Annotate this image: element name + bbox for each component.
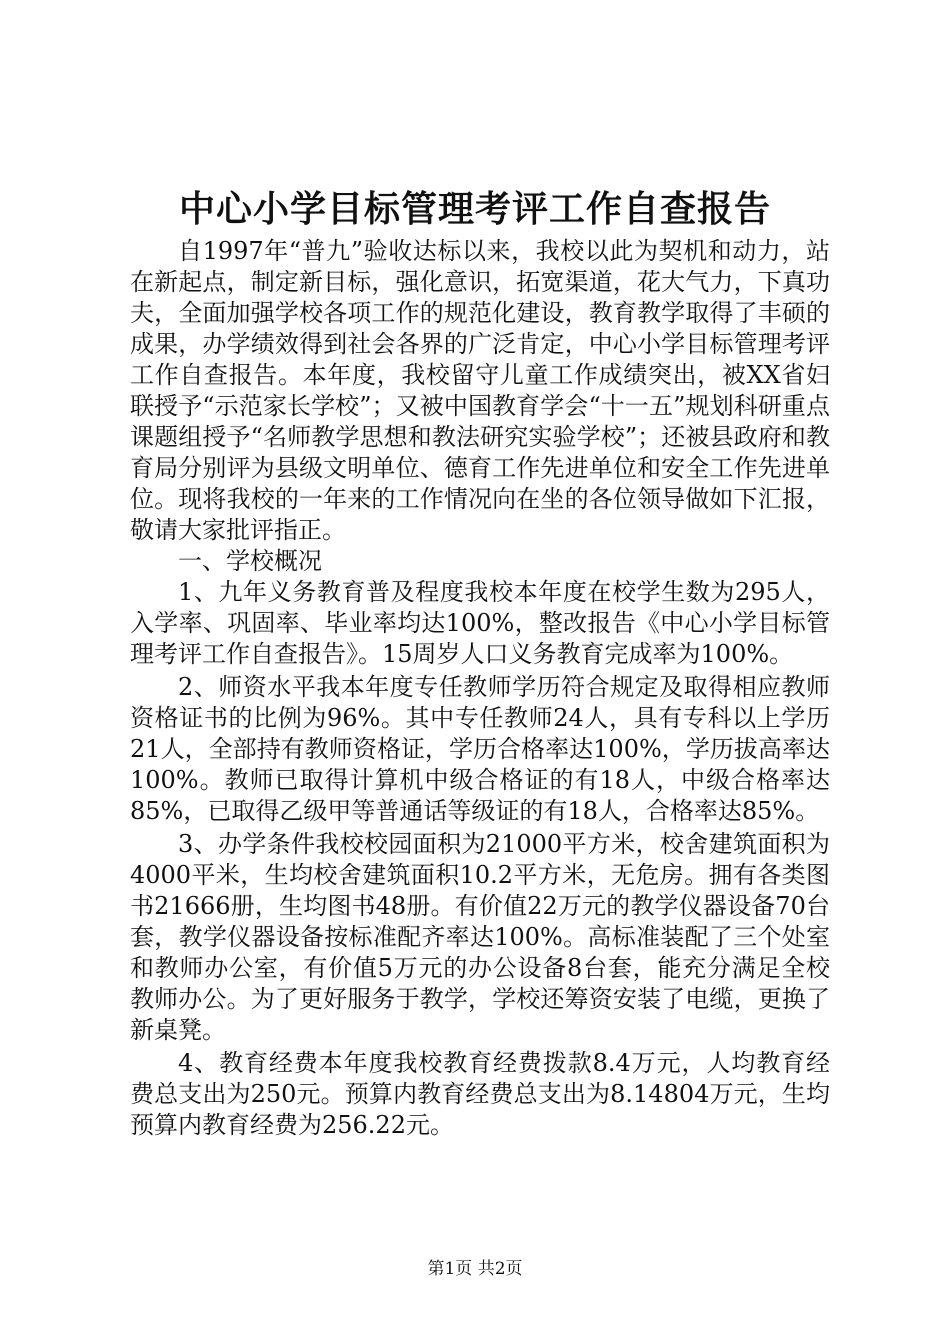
document-body	[130, 236, 830, 1141]
paragraph-teacher-level: 2、师资水平我本年度专任教师学历符合规定及取得相应教师资格证书的比例为96%。其中专任教师24人，具有专科以上学历21人，全部持有教师资格证，学历合格率达100%，学历拔高率达100%。教师已取得计算机中级合格证的有18人，中级合格率达85%，已取得乙级甲等普通话等级证的有18人，合格率达85%。	[130, 673, 830, 825]
paragraph-education-funding: 4、教育经费本年度我校教育经费拨款8.4万元，人均教育经费总支出为250元。预算内教育经费总支出为8.14804万元，生均预算内教育经费为256.22元。	[130, 1049, 830, 1139]
paragraph-intro: 自1997年“普九”验收达标以来，我校以此为契机和动力，站在新起点，制定新目标，强化意识，拓宽渠道，花大气力，下真功夫，全面加强学校各项工作的规范化建设，教育教学取得了丰硕的成果，办学绩效得到社会各界的广泛肯定，中心小学目标管理考评工作自查报告。本年度，我校留守儿童工作成绩突出，被XX省妇联授予“示范家长学校”；又被中国教育学会“十一五”规划科研重点课题组授予“名师教学思想和教法研究实验学校”；还被县政府和教育局分别评为县级文明单位、德育工作先进单位和安全工作先进单位。现将我校的一年来的工作情况向在坐的各位领导做如下汇报，敬请大家批评指正。	[130, 237, 830, 544]
document-title: 中心小学目标管理考评工作自查报告	[178, 188, 771, 230]
section-heading-school-overview: 一、学校概况	[178, 547, 322, 575]
page-number-footer: 第1页 共2页	[427, 1259, 523, 1279]
paragraph-compulsory-education: 1、九年义务教育普及程度我校本年度在校学生数为295人，入学率、巩固率、毕业率均达100%，整改报告《中心小学目标管理考评工作自查报告》。15周岁人口义务教育完成率为100%。	[130, 578, 830, 668]
paragraph-school-conditions: 3、办学条件我校校园面积为21000平方米，校舍建筑面积为4000平米，生均校舍建筑面积10.2平方米，无危房。拥有各类图书21666册，生均图书48册。有价值22万元的教学仪器设备70台套，教学仪器设备按标准配齐率达100%。高标准装配了三个处室和教师办公室，有价值5万元的办公设备8台套，能充分满足全校教师办公。为了更好服务于教学，学校还筹资安装了电缆，更换了新桌凳。	[130, 830, 830, 1044]
